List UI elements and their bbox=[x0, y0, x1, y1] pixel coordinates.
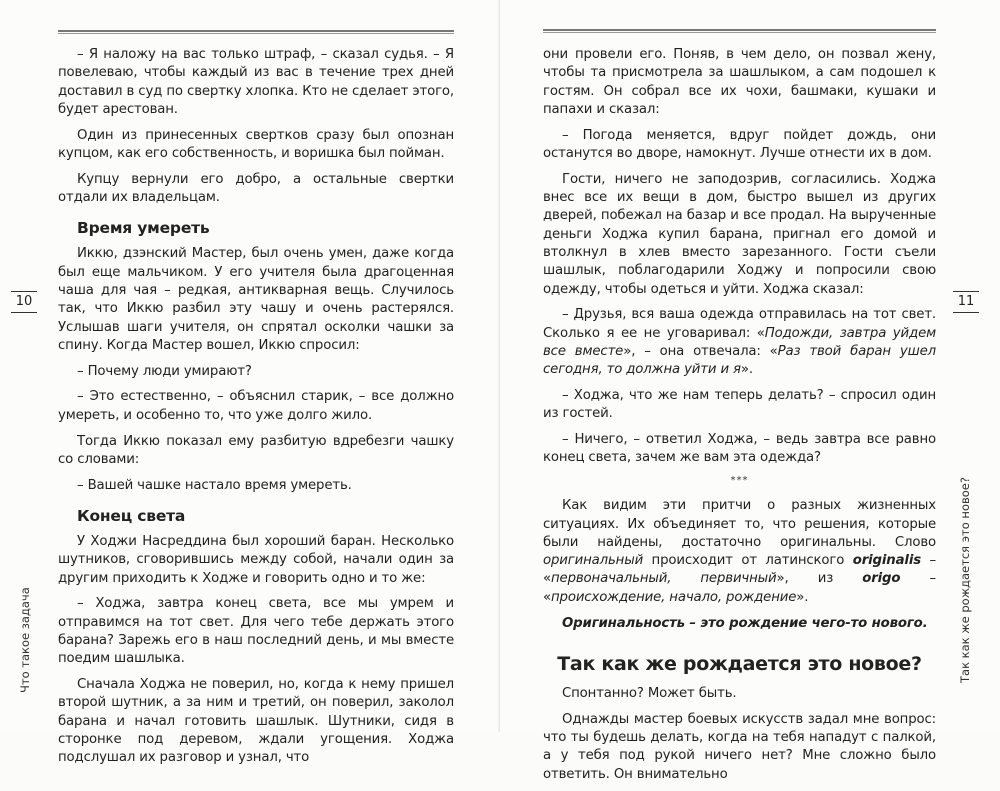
paragraph bbox=[543, 497, 936, 607]
latin-term: origo bbox=[862, 571, 901, 587]
text-run: », из bbox=[776, 571, 863, 587]
paragraph: – Ничего, – ответил Ходжа, – ведь завтра все равно конец света, зачем же вам эта одежда? bbox=[543, 432, 936, 466]
page-number-text: 10 bbox=[15, 294, 33, 309]
right-page bbox=[500, 0, 1000, 782]
running-head: Что такое задача bbox=[18, 587, 32, 693]
italic-term: первоначальный, первичный bbox=[551, 571, 777, 587]
left-page bbox=[0, 0, 500, 766]
paragraph: Спонтанно? Может быть. bbox=[562, 685, 737, 701]
paragraph: Однажды мастер боевых искусств задал мне вопрос: что ты будешь делать, когда на тебя нападут с палкой, а у тебя под рукой ничего нет? Мне сложно было ответить. Он внимательно bbox=[543, 711, 936, 782]
text-column bbox=[58, 46, 454, 775]
header-rule bbox=[58, 30, 454, 34]
text-run: – « bbox=[543, 553, 936, 587]
page-number bbox=[10, 291, 38, 313]
paragraph: – Погода меняется, вдруг пойдет дождь, они останутся во дворе, намокнут. Лучше отнести их в дом. bbox=[543, 127, 936, 161]
paragraph: Иккю, дзэнский Мастер, был очень умен, даже когда был еще мальчиком. У его учителя была драгоценная чаша для чая – редкая, антикварная вещь. Случилось так, что Иккю разбил эту чашу и очень растерялся. Услышав шаги учителя, он спрятал осколки чашки за спину. Когда Мастер вошел, Иккю спросил: bbox=[58, 246, 454, 353]
italic-quote: Подожди, завтра уйдем все вместе bbox=[543, 325, 936, 359]
paragraph: Гости, ничего не заподозрив, согласились. Ходжа внес все их вещи в дом, быстро вышел из других дверей, побежал на базар и все продал. На вырученные деньги Ходжа купил барана, пригнал его домой и втолкнул в хлев вместо зарезанного. Гости съели шашлык, поблагодарили Ходжу и попросили свою одежду, чтобы одеться и уйти. Ходжа сказал: bbox=[543, 171, 936, 297]
paragraph: – Ходжа, завтра конец света, все мы умрем и отправимся на тот свет. Для чего тебе держать этого барана? Зарежь его в наш последний день, и мы вместе поедим шашлыка. bbox=[58, 596, 454, 667]
paragraph: – Я наложу на вас только штраф, – сказал судья. – Я повелеваю, чтобы каждый из вас в течение трех дней доставил в суд по свертку хлопка. Кто не сделает этого, будет арестован. bbox=[58, 47, 454, 117]
paragraph: – Это естественно, – объяснил старик, – все должно умереть, и особенно то, что уже долго жило. bbox=[58, 389, 454, 423]
text-run: », – она отвечала: « bbox=[623, 343, 778, 359]
paragraph: они провели его. Поняв, в чем дело, он позвал жену, чтобы та присмотрела за шашлыком, а сам подошел к гостям. Он собрал все их чохи, башмаки, кушаки и папахи и сказал: bbox=[543, 47, 936, 117]
section-separator: *** bbox=[730, 475, 749, 487]
paragraph: – Ходжа, что же нам теперь делать? – спросил один из гостей. bbox=[543, 388, 936, 422]
paragraph: У Ходжи Насреддина был хороший баран. Несколько шутников, сговорившись между собой, начали один за другим приходить к Ходже и говорить одно и то же: bbox=[58, 533, 454, 586]
chapter-heading: Так как же рождается это новое? bbox=[557, 652, 922, 675]
text-run: происходит от латинского bbox=[643, 553, 853, 569]
text-run: – Друзья, вся ваша одежда отправилась на тот свет. Сколько я ее не уговаривал: « bbox=[543, 307, 936, 341]
running-head: Так как же рождается это новое? bbox=[958, 477, 972, 683]
paragraph: – Вашей чашке настало время умереть. bbox=[77, 477, 352, 493]
italic-term: оригинальный bbox=[543, 553, 644, 569]
paragraph: Один из принесенных свертков сразу был опознан купцом, как его собственность, и воришка был пойман. bbox=[58, 127, 454, 161]
page-number-text: 11 bbox=[957, 294, 975, 309]
page-number-rule bbox=[953, 312, 979, 313]
paragraph: Купцу вернули его добро, а остальные свертки отдали их владельцам. bbox=[58, 171, 454, 206]
emphasis-statement: Оригинальность – это рождение чего-то нового. bbox=[562, 615, 928, 631]
paragraph: – Почему люди умирают? bbox=[77, 363, 252, 379]
page-number-rule bbox=[11, 312, 37, 313]
text-run: – « bbox=[543, 571, 936, 605]
italic-quote: Раз твой баран ушел сегодня, то должна уйти и я bbox=[543, 343, 936, 378]
section-heading: Время умереть bbox=[77, 219, 210, 238]
italic-term: происхождение, начало, рождение bbox=[551, 589, 797, 605]
text-run: Как видим эти притчи о разных жизненных ситуациях. Их объединяет то, что решения, которые были найдены, достаточно оригинальны. Слово bbox=[543, 498, 936, 550]
header-rule bbox=[543, 29, 936, 33]
paragraph bbox=[543, 306, 936, 379]
page-number bbox=[952, 291, 980, 313]
section-heading: Конец света bbox=[77, 506, 186, 525]
paragraph: Сначала Ходжа не поверил, но, когда к нему пришел второй шутник, а за ним и третий, он поверил, заколол барана и начал готовить шашлык. Шутники, сидя в сторонке под деревом, ждали угощения. Ходжа подслушал их разговор и узнал, что bbox=[58, 677, 454, 766]
text-run: ». bbox=[740, 362, 753, 378]
latin-term: originalis bbox=[852, 553, 922, 569]
paragraph: Тогда Иккю показал ему разбитую вдребезги чашку со словами: bbox=[58, 433, 454, 467]
text-run: ». bbox=[796, 589, 809, 605]
text-column bbox=[543, 46, 936, 791]
